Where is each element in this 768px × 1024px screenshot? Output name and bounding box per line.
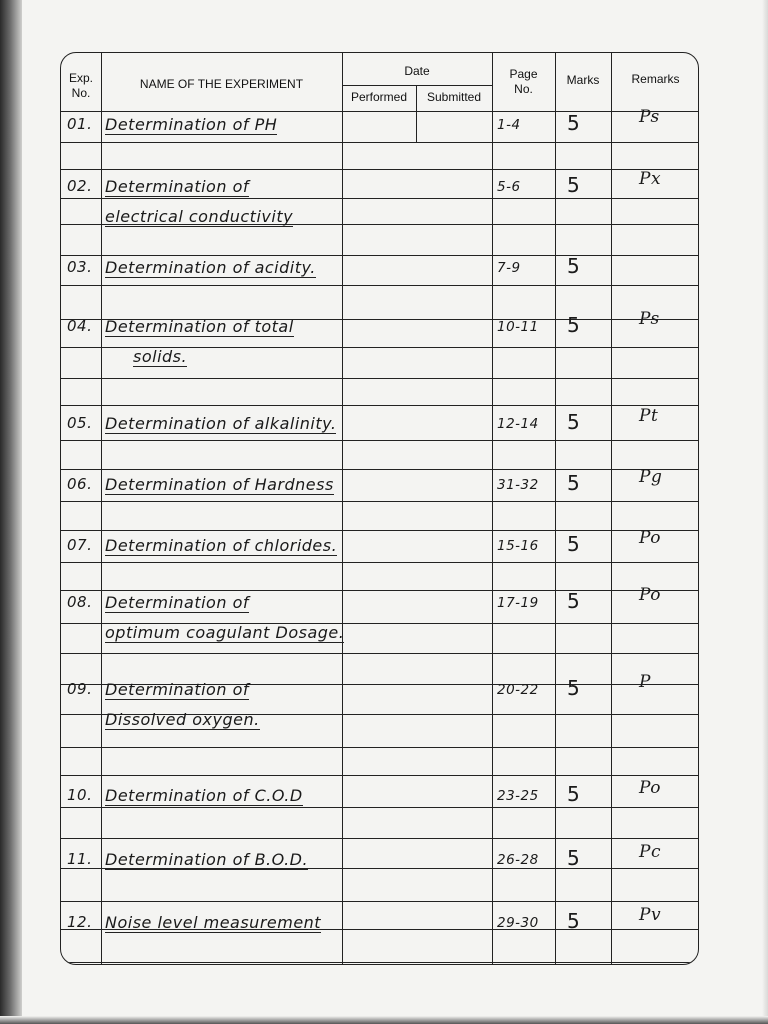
marks-value: 5 — [567, 111, 581, 135]
experiment-name-line: Determination of total — [105, 317, 294, 336]
row-rule-line — [61, 169, 698, 170]
header-date: Date — [404, 64, 430, 78]
exp-number: 08. — [67, 593, 93, 611]
header-submitted: Submitted — [426, 90, 482, 104]
remarks-signature: Px — [639, 169, 662, 189]
experiment-name-line: Determination of PH — [105, 115, 278, 134]
experiment-name-line: Determination of alkalinity. — [105, 414, 337, 433]
experiment-name-line: Determination of acidity. — [105, 258, 316, 277]
page-number-range: 20-22 — [497, 682, 539, 698]
row-rule-line — [61, 562, 698, 563]
row-rule-line — [61, 198, 698, 199]
page-number-range: 1-4 — [497, 117, 521, 133]
row-rule-line — [61, 501, 698, 502]
col-divider — [555, 53, 556, 964]
page-number-range: 12-14 — [497, 416, 539, 432]
page-number-range: 23-25 — [497, 788, 539, 804]
header-name: NAME OF THE EXPERIMENT — [139, 77, 304, 91]
page-number-range: 17-19 — [497, 595, 539, 611]
remarks-signature: Po — [639, 528, 661, 548]
marks-value: 5 — [567, 254, 581, 278]
row-rule-line — [61, 530, 698, 531]
exp-number: 12. — [67, 913, 93, 931]
experiment-name-line: solids. — [133, 347, 188, 366]
experiment-name-line: Determination of B.O.D. — [105, 850, 309, 869]
experiment-name-line: Determination of Hardness — [105, 475, 334, 494]
marks-value: 5 — [567, 846, 581, 870]
experiment-index-table — [60, 52, 699, 965]
exp-number: 01. — [67, 115, 93, 133]
marks-value: 5 — [567, 782, 581, 806]
row-rule-line — [61, 469, 698, 470]
row-rule-line — [61, 838, 698, 839]
experiment-name-line: Determination of — [105, 680, 249, 699]
row-rule-line — [61, 590, 698, 591]
remarks-signature: Ps — [639, 107, 660, 127]
row-rule-line — [61, 111, 698, 112]
remarks-signature: Pv — [639, 905, 662, 925]
exp-number: 06. — [67, 475, 93, 493]
experiment-name-line: optimum coagulant Dosage. — [105, 623, 345, 642]
col-divider — [611, 53, 612, 964]
remarks-signature: P — [639, 672, 651, 692]
remarks-signature: Po — [639, 778, 661, 798]
marks-value: 5 — [567, 532, 581, 556]
page-number-range: 29-30 — [497, 915, 539, 931]
remarks-signature: Pt — [639, 406, 659, 426]
marks-value: 5 — [567, 589, 581, 613]
row-rule-line — [61, 255, 698, 256]
exp-number: 05. — [67, 414, 93, 432]
row-rule-line — [61, 440, 698, 441]
marks-value: 5 — [567, 676, 581, 700]
exp-number: 04. — [67, 317, 93, 335]
col-divider — [342, 53, 343, 964]
header-marks: Marks — [566, 73, 600, 87]
experiment-name-line: Noise level measurement — [105, 913, 322, 932]
marks-value: 5 — [567, 173, 581, 197]
col-divider — [492, 53, 493, 964]
marks-value: 5 — [567, 313, 581, 337]
experiment-name-line: Determination of — [105, 593, 249, 612]
page-number-range: 31-32 — [497, 477, 539, 493]
page-number-range: 26-28 — [497, 852, 539, 868]
page-bottom-edge — [0, 1016, 768, 1024]
date-subheader-line — [342, 85, 492, 86]
remarks-signature: Pc — [639, 842, 661, 862]
experiment-name-line: Dissolved oxygen. — [105, 710, 260, 729]
remarks-signature: Po — [639, 585, 661, 605]
header-exp-no: Exp. No. — [68, 71, 93, 100]
row-rule-line — [61, 653, 698, 654]
marks-value: 5 — [567, 410, 581, 434]
exp-number: 11. — [67, 850, 93, 868]
exp-number: 09. — [67, 680, 93, 698]
exp-number: 10. — [67, 786, 93, 804]
experiment-name-line: electrical conductivity — [105, 207, 294, 226]
remarks-signature: Pg — [639, 467, 663, 487]
header-remarks: Remarks — [631, 72, 680, 86]
book-binding-shadow — [0, 0, 22, 1024]
exp-number: 02. — [67, 177, 93, 195]
page-number-range: 15-16 — [497, 538, 539, 554]
col-divider — [101, 53, 102, 964]
exp-number: 07. — [67, 536, 93, 554]
remarks-signature: Ps — [639, 309, 660, 329]
row-rule-line — [61, 142, 698, 143]
page-number-range: 7-9 — [497, 260, 521, 276]
page-edge — [762, 0, 768, 1024]
row-rule-line — [61, 285, 698, 286]
row-rule-line — [61, 901, 698, 902]
experiment-name-line: Determination of — [105, 177, 249, 196]
page-number-range: 10-11 — [497, 319, 539, 335]
row-rule-line — [61, 747, 698, 748]
row-rule-line — [61, 378, 698, 379]
header-page-no: Page No. — [509, 67, 538, 96]
row-rule-line — [61, 405, 698, 406]
marks-value: 5 — [567, 909, 581, 933]
experiment-name-line: Determination of C.O.D — [105, 786, 303, 805]
row-rule-line — [61, 962, 698, 963]
experiment-name-line: Determination of chlorides. — [105, 536, 338, 555]
row-rule-line — [61, 807, 698, 808]
exp-number: 03. — [67, 258, 93, 276]
marks-value: 5 — [567, 471, 581, 495]
header-performed: Performed — [350, 90, 408, 104]
row-rule-line — [61, 775, 698, 776]
page-number-range: 5-6 — [497, 179, 521, 195]
